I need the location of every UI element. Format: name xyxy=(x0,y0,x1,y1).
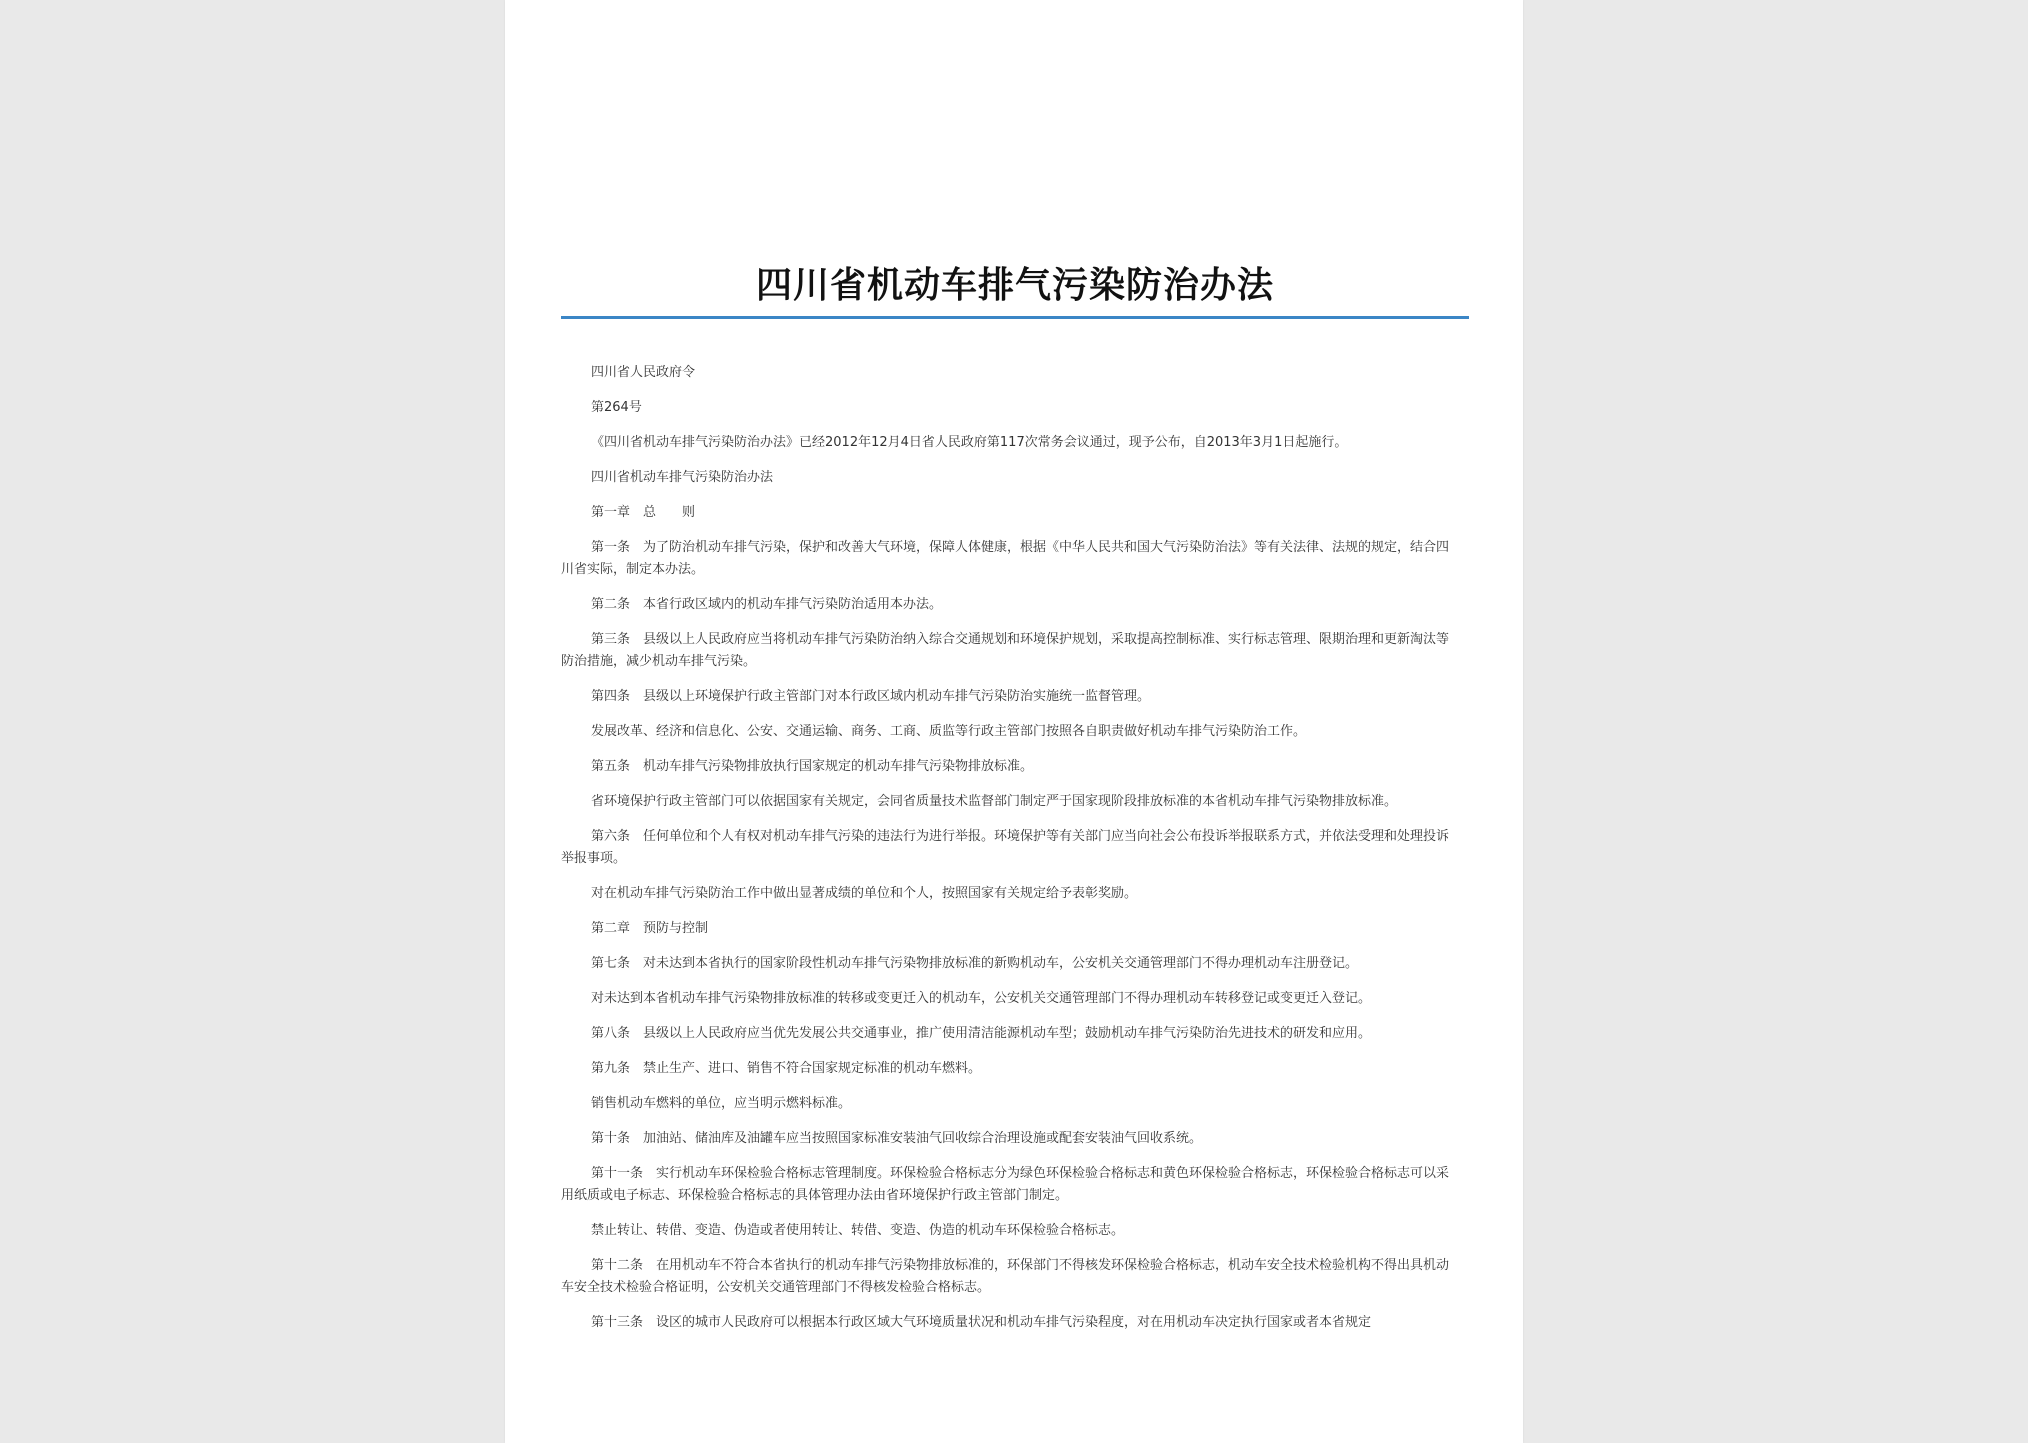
chapter-heading: 第一章 总 则 xyxy=(591,505,696,520)
article-paragraph: 第十三条 设区的城市人民政府可以根据本行政区域大气环境质量状况和机动车排气污染程度，对在用机动车决定执行国家或者本省规定 xyxy=(591,1315,1372,1330)
article-paragraph: 第一条 为了防治机动车排气污染，保护和改善大气环境，保障人体健康，根据《中华人民共和国大气污染防治法》等有关法律、法规的规定，结合四川省实际，制定本办法。 xyxy=(561,540,1450,577)
article-paragraph: 第六条 任何单位和个人有权对机动车排气污染的违法行为进行举报。环境保护等有关部门应当向社会公布投诉举报联系方式，并依法受理和处理投诉举报事项。 xyxy=(561,829,1450,866)
article-paragraph: 第五条 机动车排气污染物排放执行国家规定的机动车排气污染物排放标准。 xyxy=(591,759,1034,774)
document-body xyxy=(561,362,1461,1334)
article-paragraph: 禁止转让、转借、变造、伪造或者使用转让、转借、变造、伪造的机动车环保检验合格标志。 xyxy=(591,1223,1125,1238)
article-paragraph: 第十二条 在用机动车不符合本省执行的机动车排气污染物排放标准的，环保部门不得核发环保检验合格标志，机动车安全技术检验机构不得出具机动车安全技术检验合格证明，公安机关交通管理部门不得核发检验合格标志。 xyxy=(561,1258,1450,1295)
title-divider xyxy=(561,316,1469,319)
article-paragraph: 对在机动车排气污染防治工作中做出显著成绩的单位和个人，按照国家有关规定给予表彰奖励。 xyxy=(591,886,1138,901)
article-paragraph: 发展改革、经济和信息化、公安、交通运输、商务、工商、质监等行政主管部门按照各自职责做好机动车排气污染防治工作。 xyxy=(591,724,1307,739)
article-paragraph: 第九条 禁止生产、进口、销售不符合国家规定标准的机动车燃料。 xyxy=(591,1061,982,1076)
article-paragraph: 第十一条 实行机动车环保检验合格标志管理制度。环保检验合格标志分为绿色环保检验合格标志和黄色环保检验合格标志，环保检验合格标志可以采用纸质或电子标志、环保检验合格标志的具体管理办法由省环境保护行政主管部门制定。 xyxy=(561,1166,1450,1203)
article-paragraph: 省环境保护行政主管部门可以依据国家有关规定，会同省质量技术监督部门制定严于国家现阶段排放标准的本省机动车排气污染物排放标准。 xyxy=(591,794,1398,809)
paragraph-regulation-name: 四川省机动车排气污染防治办法 xyxy=(591,470,774,485)
chapter-heading: 第二章 预防与控制 xyxy=(591,921,709,936)
paragraph-issuer: 四川省人民政府令 xyxy=(591,365,696,380)
article-paragraph: 第十条 加油站、储油库及油罐车应当按照国家标准安装油气回收综合治理设施或配套安装油气回收系统。 xyxy=(591,1131,1203,1146)
article-paragraph: 第二条 本省行政区域内的机动车排气污染防治适用本办法。 xyxy=(591,597,943,612)
paragraph-order-number: 第264号 xyxy=(591,400,642,415)
article-paragraph: 对未达到本省机动车排气污染物排放标准的转移或变更迁入的机动车，公安机关交通管理部门不得办理机动车转移登记或变更迁入登记。 xyxy=(591,991,1372,1006)
article-paragraph: 第七条 对未达到本省执行的国家阶段性机动车排气污染物排放标准的新购机动车，公安机关交通管理部门不得办理机动车注册登记。 xyxy=(591,956,1359,971)
article-paragraph: 销售机动车燃料的单位，应当明示燃料标准。 xyxy=(591,1096,852,1111)
article-paragraph: 第三条 县级以上人民政府应当将机动车排气污染防治纳入综合交通规划和环境保护规划，采取提高控制标准、实行标志管理、限期治理和更新淘汰等防治措施，减少机动车排气污染。 xyxy=(561,632,1450,669)
article-paragraph: 第四条 县级以上环境保护行政主管部门对本行政区域内机动车排气污染防治实施统一监督管理。 xyxy=(591,689,1151,704)
article-paragraph: 第八条 县级以上人民政府应当优先发展公共交通事业，推广使用清洁能源机动车型；鼓励机动车排气污染防治先进技术的研发和应用。 xyxy=(591,1026,1372,1041)
document-title: 四川省机动车排气污染防治办法 xyxy=(755,264,1274,306)
document-page xyxy=(505,0,1523,1443)
paragraph-promulgation: 《四川省机动车排气污染防治办法》已经2012年12月4日省人民政府第117次常务会议通过，现予公布，自2013年3月1日起施行。 xyxy=(591,435,1348,450)
